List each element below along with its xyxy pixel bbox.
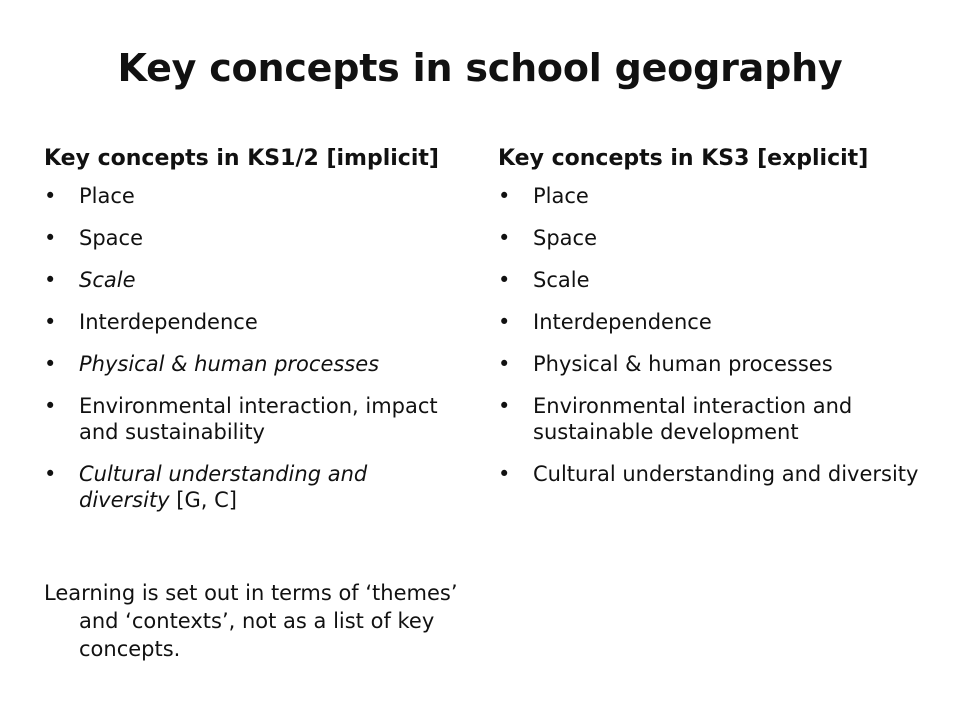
list-item (44, 183, 464, 209)
list-item (44, 461, 464, 513)
list-item-text: Scale (79, 268, 136, 292)
list-item (498, 351, 928, 377)
slide-title: Key concepts in school geography (117, 46, 843, 90)
list-item (498, 183, 928, 209)
list-item (44, 351, 464, 377)
ks3-list (498, 183, 928, 487)
list-item-text: Physical & human processes (79, 352, 380, 376)
ks3-column (498, 145, 928, 503)
list-item-text: Interdependence (533, 310, 712, 334)
list-item-text: Space (79, 226, 143, 250)
list-item (498, 461, 928, 487)
list-item-text: Cultural understanding and diversity (533, 462, 919, 486)
ks12-heading: Key concepts in KS1/2 [implicit] (44, 146, 439, 171)
ks12-column (44, 145, 464, 529)
learning-note: Learning is set out in terms of ‘themes’ and ‘contexts’, not as a list of key concepts. (44, 581, 458, 661)
list-item-text: Environmental interaction, impact and sustainability (79, 394, 438, 444)
list-item (498, 225, 928, 251)
list-item-text: Space (533, 226, 597, 250)
list-item-text: Physical & human processes (533, 352, 833, 376)
list-item-text: Interdependence (79, 310, 258, 334)
list-item (498, 267, 928, 293)
list-item (498, 393, 928, 445)
ks3-heading: Key concepts in KS3 [explicit] (498, 146, 869, 171)
list-item (44, 309, 464, 335)
list-item-suffix: [G, C] (169, 488, 237, 512)
ks12-list (44, 183, 464, 513)
list-item-text: Place (533, 184, 589, 208)
list-item-text: Scale (533, 268, 590, 292)
list-item-text: Cultural understanding and diversity (79, 462, 368, 512)
list-item (44, 267, 464, 293)
list-item-text: Place (79, 184, 135, 208)
list-item (44, 225, 464, 251)
list-item-text: Environmental interaction and sustainable development (533, 394, 853, 444)
list-item (44, 393, 464, 445)
list-item (498, 309, 928, 335)
